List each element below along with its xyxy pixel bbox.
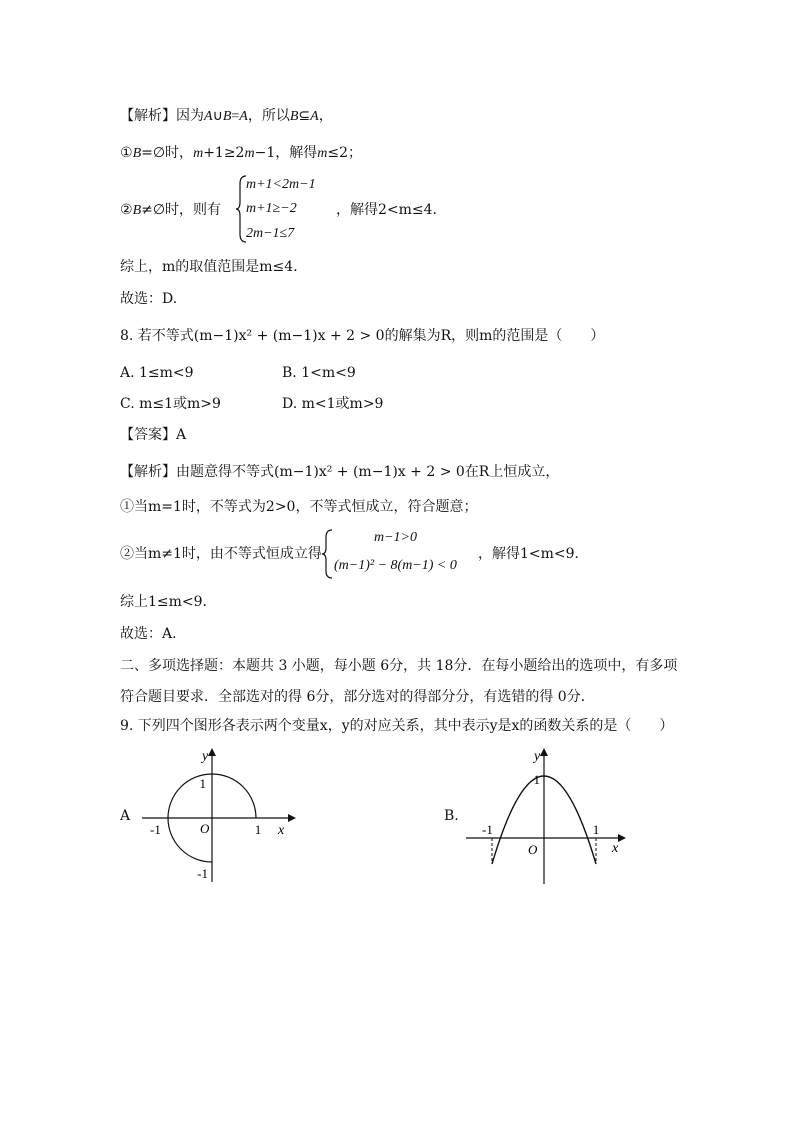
graph-a-tick-x-left: -1 xyxy=(150,822,161,837)
analysis1-summary: 综上，m的取值范围是m≤4． xyxy=(120,259,308,275)
analysis1-choice: 故选：D. xyxy=(120,291,178,307)
q8-summary: 综上1≤m<9． xyxy=(120,594,217,610)
q8-option-d: D. m<1或m>9 xyxy=(282,396,384,412)
analysis-label: 【解析】因为 xyxy=(120,108,204,124)
analysis1-line3: ②B≠∅时，则有 xyxy=(120,202,222,218)
graph-a xyxy=(130,742,300,892)
graph-a-label: A xyxy=(120,808,131,824)
graph-a-y-label: y xyxy=(202,749,209,764)
graph-b-tick-x-left: -1 xyxy=(482,822,493,837)
system-row-3: 2m−1≤7 xyxy=(246,226,295,241)
graph-b-origin: O xyxy=(528,842,538,857)
section2-line1: 二、多项选择题：本题共 3 小题，每小题 6分，共 18分．在每小题给出的选项中，有多项 xyxy=(120,658,678,674)
graph-b-tick-x-right: 1 xyxy=(592,822,600,837)
q8-option-c: C. m≤1或m>9 xyxy=(120,396,221,412)
graph-b-label: B. xyxy=(444,808,459,824)
q8-analysis: 【解析】由题意得不等式(m−1)x² + (m−1)x + 2 > 0在R上恒成立， xyxy=(120,464,560,480)
graph-a-tick-y-top: 1 xyxy=(199,776,206,791)
graph-a-tick-y-bottom: -1 xyxy=(197,866,208,881)
graph-a-origin: O xyxy=(200,821,210,836)
analysis1-result: ，解得2<m≤4． xyxy=(336,202,447,218)
graph-b xyxy=(462,742,632,890)
q8-system-row-2: (m−1)² − 8(m−1) < 0 xyxy=(334,558,457,573)
q8-stem: 8. 若不等式(m−1)x² + (m−1)x + 2 > 0的解集为R，则m的范围是（ ） xyxy=(120,328,605,344)
q8-option-b: B. 1<m<9 xyxy=(282,365,356,381)
q8-option-a: A. 1≤m<9 xyxy=(120,365,194,381)
section2-line2: 符合题目要求．全部选对的得 6分，部分选对的得部分分，有选错的得 0分． xyxy=(120,689,595,705)
analysis1-line2: ①B=∅时，m+1≥2m−1，解得m≤2； xyxy=(120,145,362,161)
graph-a-x-arrow xyxy=(288,814,296,822)
q8-case1: ①当m=1时，不等式为2>0，不等式恒成立，符合题意； xyxy=(120,499,478,515)
analysis1-line1: 【解析】因为A∪B=A，所以B⊆A， xyxy=(120,108,333,124)
graph-b-tick-y-top: 1 xyxy=(533,772,540,787)
q8-answer: 【答案】A xyxy=(120,427,187,443)
graph-b-y-label: y xyxy=(534,749,541,764)
graph-a-x-label: x xyxy=(278,823,285,838)
q8-case2-result: ，解得1<m<9． xyxy=(478,546,589,562)
graph-b-x-label: x xyxy=(612,841,619,856)
graph-a-y-arrow xyxy=(208,748,216,756)
q8-system-row-1: m−1>0 xyxy=(374,530,418,545)
graph-b-x-arrow xyxy=(618,834,626,842)
q9-stem: 9. 下列四个图形各表示两个变量x，y的对应关系，其中表示y是x的函数关系的是（ ） xyxy=(120,718,674,734)
q8-case2-prefix: ②当m≠1时，由不等式恒成立得 xyxy=(120,546,322,562)
graph-a-tick-x-right: 1 xyxy=(254,822,262,837)
q8-choice: 故选：A. xyxy=(120,626,177,642)
system-row-2: m+1≥−2 xyxy=(246,201,297,216)
system-row-1: m+1<2m−1 xyxy=(246,177,316,192)
q8-system-brace xyxy=(322,528,334,580)
graph-b-y-arrow xyxy=(540,748,548,756)
